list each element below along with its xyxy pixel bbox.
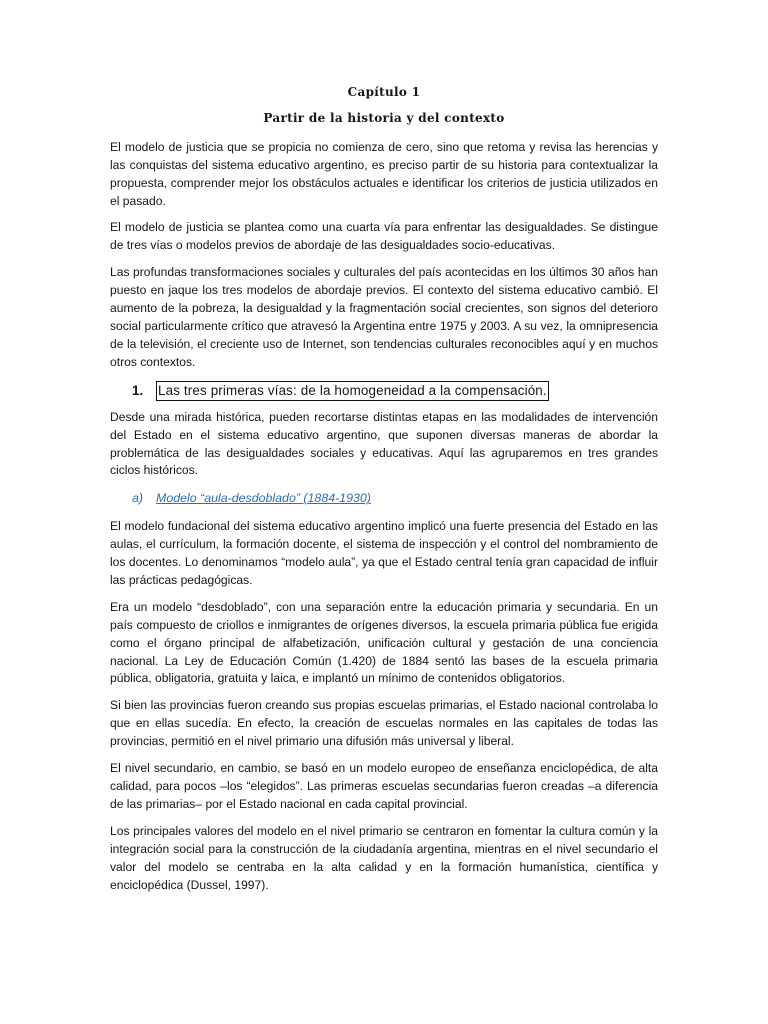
subsection-heading-a[interactable] [132, 490, 658, 508]
section-number: 1. [132, 382, 144, 398]
paragraph-intro-3: Las profundas transformaciones sociales y culturales del país acontecidas en los últimos 30 años han puesto en jaque los tres modelos de abordaje previos. El contexto del sistema educativo cambió. El aumento de la pobreza, la desigualdad y la fragmentación social crecientes, son signos del deterioro social particularmente crítico que atravesó la Argentina entre 1975 y 2003. A su vez, la omnipresencia de la televisión, el creciente uso de Internet, son tendencias culturales reconocibles aquí y en muchos otros contextos. [110, 265, 658, 369]
section-title: Las tres primeras vías: de la homogeneidad a la compensación. [156, 381, 549, 401]
chapter-title: Capítulo 1 [347, 85, 421, 99]
chapter-subtitle: Partir de la historia y del contexto [263, 110, 505, 125]
paragraph-a-1: El modelo fundacional del sistema educativo argentino implicó una fuerte presencia del Estado en las aulas, el currículum, la formación docente, el sistema de inspección y el control del nombramiento de los docentes. Lo denominamos “modelo aula”, ya que el Estado central tenía gran capacidad de influir las prácticas pedagógicas. [110, 519, 658, 587]
section-heading-1 [132, 381, 658, 401]
paragraph-a-5: Los principales valores del modelo en el nivel primario se centraron en fomentar la cultura común y la integración social para la construcción de la ciudadanía argentina, mientras en el nivel secundario el valor del modelo se centraba en la alta calidad y en la formación humanística, científica y enciclopédica (Dussel, 1997). [110, 823, 658, 892]
paragraph-a-2: Era un modelo “desdoblado”, con una separación entre la educación primaria y secundaria. En un país compuesto de criollos e inmigrantes de orígenes diversos, la escuela primaria pública fue erigida como el órgano principal de alfabetización, unificación cultural y gestación de una conciencia nacional. La Ley de Educación Común (1.420) de 1884 sentó las bases de la escuela primaria pública, obligatoria, gratuita y laica, e implantó un mínimo de contenidos obligatorios. [110, 599, 658, 686]
subsection-letter: a) [132, 491, 144, 506]
paragraph-intro-2: El modelo de justicia se plantea como una cuarta vía para enfrentar las desigualdades. Se distingue de tres vías o modelos previos de abordaje de las desigualdades socio-educativas. [110, 220, 658, 253]
paragraph-a-4: El nivel secundario, en cambio, se basó en un modelo europeo de enseñanza enciclopédica, de alta calidad, para pocos –los “elegidos”. Las primeras escuelas secundarias fueron creadas –a diferencia de las primarias– por el Estado nacional en cada capital provincial. [110, 761, 658, 811]
paragraph-intro-1: El modelo de justicia que se propicia no comienza de cero, sino que retoma y revisa las herencias y las conquistas del sistema educativo argentino, es preciso partir de su historia para contextualizar la propuesta, comprender mejor los obstáculos actuales e identificar los criterios de justicia utilizados en el pasado. [110, 139, 658, 208]
document-body [110, 84, 658, 903]
paragraph-section-1: Desde una mirada histórica, pueden recortarse distintas etapas en las modalidades de intervención del Estado en el sistema educativo argentino, que suponen diversas maneras de abordar la problemática de las desigualdades sociales y educativas. Aquí las agruparemos en tres grandes ciclos históricos. [110, 409, 658, 478]
subsection-title-link[interactable]: Modelo “aula-desdoblado” (1884-1930) [156, 491, 371, 506]
paragraph-a-3: Si bien las provincias fueron creando sus propias escuelas primarias, el Estado nacional controlaba lo que en ellas sucedía. En efecto, la creación de escuelas normales en las capitales de todas las provincias, permitió en el nivel primario una difusión más universal y liberal. [110, 698, 658, 749]
